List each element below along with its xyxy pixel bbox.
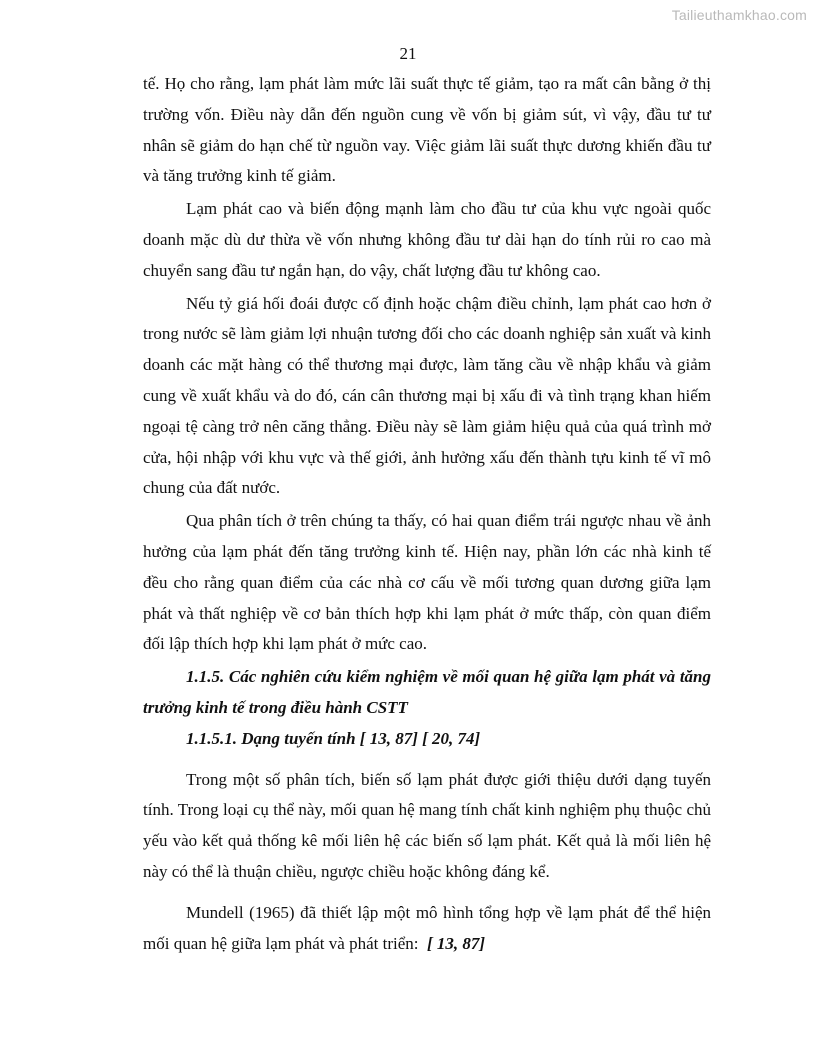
page-number: 21 <box>399 44 417 63</box>
paragraph-4: Qua phân tích ở trên chúng ta thấy, có hai quan điểm trái ngược nhau về ảnh hưởng của lạm phát đến tăng trưởng kinh tế. Hiện nay, phần lớn các nhà kinh tế đều cho rằng quan điểm của các nhà cơ cấu về mối tương quan dương giữa lạm phát và thất nghiệp về cơ bản thích hợp khi lạm phát ở mức thấp, còn quan điểm đối lập thích hợp khi lạm phát ở mức cao. <box>143 511 711 654</box>
paragraph-3: Nếu tỷ giá hối đoái được cố định hoặc chậm điều chỉnh, lạm phát cao hơn ở trong nước sẽ làm giảm lợi nhuận tương đối cho các doanh nghiệp sản xuất và kinh doanh các mặt hàng có thể thương mại được, làm tăng cầu về nhập khẩu và giảm cung về xuất khẩu và do đó, cán cân thương mại bị xấu đi và tình trạng khan hiếm ngoại tệ càng trở nên căng thẳng. Điều này sẽ làm giảm hiệu quả của quá trình mở cửa, hội nhập với khu vực và thế giới, ảnh hưởng xấu đến thành tựu kinh tế vĩ mô chung của đất nước. <box>143 293 711 498</box>
paragraph-mundell <box>143 898 711 960</box>
paragraph-linear-form: Trong một số phân tích, biến số lạm phát được giới thiệu dưới dạng tuyến tính. Trong loại cụ thể này, mối quan hệ mang tính chất kinh nghiệm phụ thuộc chủ yếu vào kết quả thống kê mối liên hệ các biến số lạm phát. Kết quả là mối liên hệ này có thể là thuận chiều, ngược chiều hoặc không đáng kể. <box>143 769 711 881</box>
paragraph-mundell-text: Mundell (1965) đã thiết lập một mô hình tổng hợp về lạm phát để thể hiện mối quan hệ giữa lạm phát và phát triển: <box>143 902 711 953</box>
paragraph-2: Lạm phát cao và biến động mạnh làm cho đầu tư của khu vực ngoài quốc doanh mặc dù dư thừa về vốn nhưng không đầu tư dài hạn do tính rủi ro cao mà chuyển sang đầu tư ngắn hạn, do vậy, chất lượng đầu tư không cao. <box>143 199 711 280</box>
watermark: Tailieuthamkhao.com <box>671 7 807 23</box>
citation: [ 13, 87] <box>426 933 486 953</box>
section-heading-1-1-5-1: 1.1.5.1. Dạng tuyến tính [ 13, 87] [ 20, 74] <box>186 728 481 748</box>
section-heading-1-1-5: 1.1.5. Các nghiên cứu kiểm nghiệm về mối quan hệ giữa lạm phát và tăng trưởng kinh tế trong điều hành CSTT <box>143 667 711 717</box>
paragraph-1: tế. Họ cho rằng, lạm phát làm mức lãi suất thực tế giảm, tạo ra mất cân bằng ở thị trường vốn. Điều này dẫn đến nguồn cung về vốn bị giảm sút, vì vậy, đầu tư tư nhân sẽ giảm do hạn chế từ nguồn vay. Việc giảm lãi suất thực dương khiến đầu tư và tăng trưởng kinh tế giảm. <box>143 74 711 186</box>
document-body <box>143 69 711 959</box>
